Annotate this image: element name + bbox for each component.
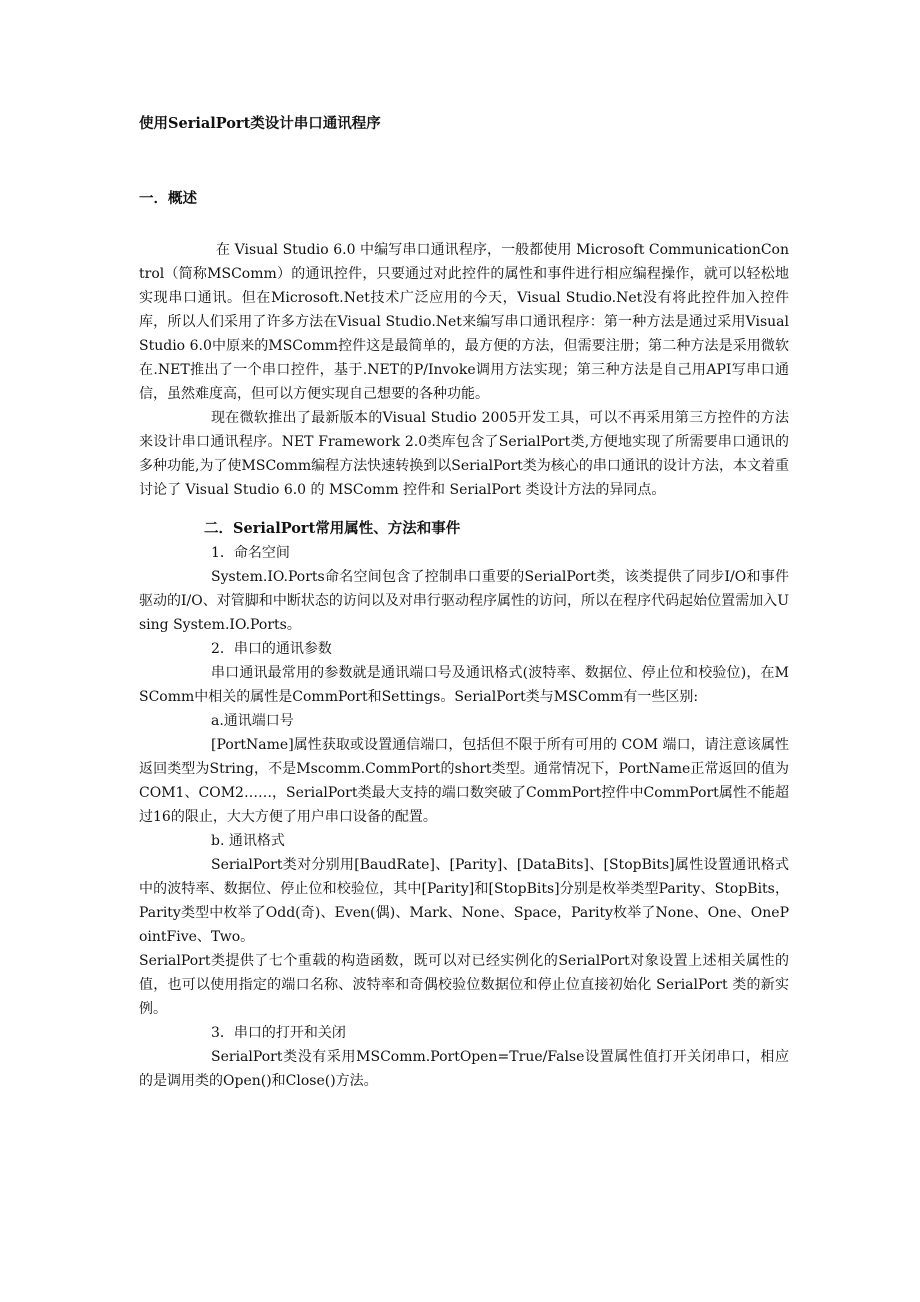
document-body (139, 112, 789, 1093)
overview-paragraph-2: 现在微软推出了最新版本的Visual Studio 2005开发工具，可以不再采用第三方控件的方法来设计串口通讯程序。NET Framework 2.0类库包含了SerialPort类,方便地实现了所需要串口通讯的多种功能,为了使MSComm编程方法快速转换到以SerialPort类为核心的串口通讯的设计方法，本文着重讨论了 Visual Studio 6.0 的 MSComm 控件和 SerialPort 类设计方法的异同点。 (139, 410, 789, 498)
subsection-title-namespace: 1．命名空间 (211, 545, 290, 561)
item-title-format: b. 通讯格式 (211, 833, 285, 849)
document-title: 使用SerialPort类设计串口通讯程序 (139, 115, 381, 132)
port-number-paragraph: [PortName]属性获取或设置通信端口，包括但不限于所有可用的 COM 端口，请注意该属性返回类型为String，不是Mscomm.CommPort的short类型。通常情况下，PortName正常返回的值为COM1、COM2……，SerialPort类最大支持的端口数突破了CommPort控件中CommPort属性不能超过16的限止，大大方便了用户串口设备的配置。 (139, 737, 789, 825)
constructor-paragraph: SerialPort类提供了七个重载的构造函数，既可以对已经实例化的SerialPort对象设置上述相关属性的值，也可以使用指定的端口名称、波特率和奇偶校验位数据位和停止位直接初始化 SerialPort 类的新实例。 (139, 953, 789, 1017)
params-paragraph: 串口通讯最常用的参数就是通讯端口号及通讯格式(波特率、数据位、停止位和校验位)，在MSComm中相关的属性是CommPort和Settings。SerialPort类与MSComm有一些区别: (139, 665, 789, 705)
section-heading-serialport: 二．SerialPort常用属性、方法和事件 (204, 520, 461, 537)
open-close-paragraph: SerialPort类没有采用MSComm.PortOpen=True/False设置属性值打开关闭串口，相应的是调用类的Open()和Close()方法。 (139, 1049, 789, 1089)
subsection-title-params: 2．串口的通讯参数 (211, 641, 332, 657)
overview-paragraph-1: 在 Visual Studio 6.0 中编写串口通讯程序，一般都使用 Microsoft CommunicationControl（简称MSComm）的通讯控件，只要通过对此控件的属性和事件进行相应编程操作，就可以轻松地实现串口通讯。但在Microsoft.Net技术广泛应用的今天，Visual Studio.Net没有将此控件加入控件库，所以人们采用了许多方法在Visual Studio.Net来编写串口通讯程序：第一种方法是通过采用Visual Studio 6.0中原来的MSComm控件这是最简单的，最方便的方法，但需要注册；第二种方法是采用微软在.NET推出了一个串口控件，基于.NET的P/Invoke调用方法实现；第三种方法是自己用API写串口通信，虽然难度高，但可以方便实现自己想要的各种功能。 (139, 242, 789, 402)
namespace-paragraph: System.IO.Ports命名空间包含了控制串口重要的SerialPort类，该类提供了同步I/O和事件驱动的I/O、对管脚和中断状态的访问以及对串行驱动程序属性的访问，所以在程序代码起始位置需加入Using System.IO.Ports。 (139, 569, 789, 633)
section-heading-overview: 一．概述 (139, 190, 197, 207)
format-paragraph: SerialPort类对分别用[BaudRate]、[Parity]、[DataBits]、[StopBits]属性设置通讯格式中的波特率、数据位、停止位和校验位，其中[Parity]和[StopBits]分别是枚举类型Parity、StopBits，Parity类型中枚举了Odd(奇)、Even(偶)、Mark、None、Space，Parity枚举了None、One、OnePointFive、Two。 (139, 857, 789, 945)
subsection-title-open-close: 3．串口的打开和关闭 (211, 1025, 346, 1041)
item-title-port-number: a.通讯端口号 (211, 713, 294, 729)
section-gap (139, 502, 789, 517)
